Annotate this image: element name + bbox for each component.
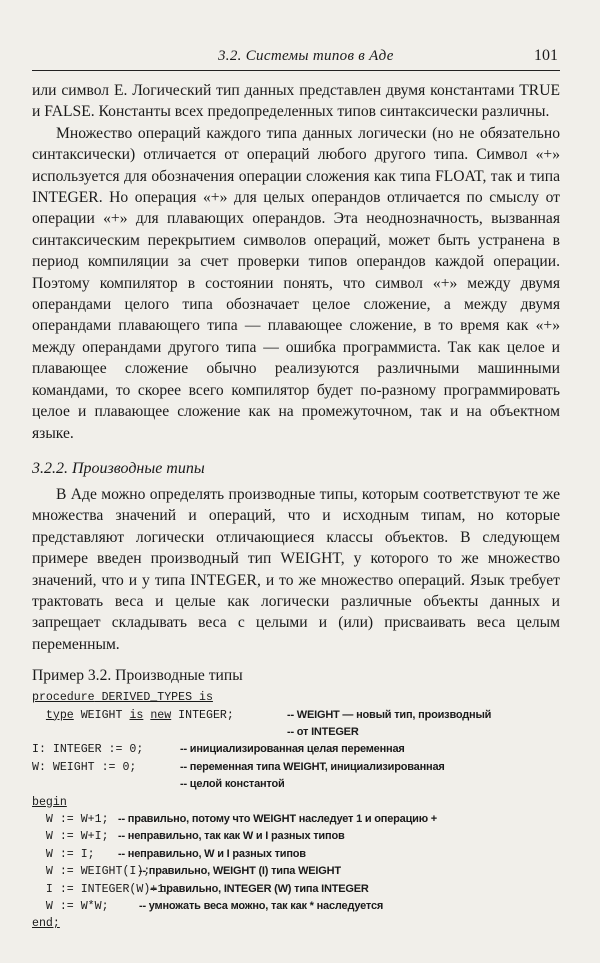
code-stmt [32, 846, 560, 863]
code-line-begin [32, 794, 560, 811]
code-line-comment-cont-2 [32, 776, 560, 793]
code-comment: -- WEIGHT — новый тип, производный [287, 708, 492, 721]
stmt-code: W := WEIGHT(I); [45, 865, 151, 879]
paragraph-operations: Множество операций каждого типа данных логически (но не обязательно синтаксически) отличается от операций любого другого типа. Символ «+» используется для обозначения операции сложения как типа FLOAT, так и типа INTEGER. Но операция «+» для целых операндов отличается по смыслу от операции «+» для плавающих операндов. Эта неоднозначность, вызванная синтаксическим перекрытием символов операций, может быть устранена в период компиляции за счет проверки типов операндов каждой операции. Поэтому компилятор в состоянии понять, что символ «+» между двумя операндами целого типа обозначает целое сложение, а между двумя операндами плавающего типа — плавающее сложение, в то время как «+» между операндами другого типа — ошибка программиста. Так как целое и плавающее сложение обычно реализуются различными машинными командами, то скорее всего компилятор будет по-разному программировать целое и плавающее сложение как на промежуточном, так и на объектном языке. [32, 124, 560, 442]
stmt-comment: -- умножать веса можно, так как * наследуется [139, 900, 384, 913]
code-line-comment-cont [32, 724, 560, 741]
stmt-comment: -- правильно, потому что WEIGHT наследует 1 и операцию + [118, 813, 437, 825]
stmt-code: W := W*W; [45, 900, 109, 914]
code-stmt [32, 898, 560, 915]
code-stmt [32, 828, 560, 845]
code-comment: -- от INTEGER [287, 725, 359, 738]
code-comment: -- целой константой [180, 778, 285, 791]
stmt-code: W := I; [45, 847, 95, 861]
code-line-end [32, 915, 560, 932]
running-head-title: 3.2. Системы типов в Аде [218, 48, 394, 64]
code-line-var-i [32, 741, 560, 758]
example-title: Пример 3.2. Производные типы [32, 667, 243, 685]
code-listing [32, 689, 560, 933]
paragraph-derived-types: В Аде можно определять производные типы, которым соответствуют те же множества значений и операций, что и исходным типам, но которые представляют логически отличающиеся классы объектов. В следующем примере введен производный тип WEIGHT, у которого то же множество значений, что и у типа INTEGER, и то же множество операций. Язык требует трактовать веса и целые как логически различные объекты данных и запрещает складывать веса с целыми и (или) присваивать веса целым переменным. [32, 485, 560, 653]
code-stmt [32, 881, 560, 898]
stmt-code: W := W+1; [45, 813, 109, 826]
code-line-type-decl [32, 707, 560, 724]
code-stmt [32, 811, 560, 828]
keyword-begin: begin [32, 795, 67, 809]
type-name: WEIGHT [73, 708, 130, 722]
keyword-is: is [199, 691, 213, 705]
stmt-comment: -- правильно, WEIGHT (I) типа WEIGHT [139, 865, 341, 878]
code-line-var-w [32, 759, 560, 776]
code-comment: -- переменная типа WEIGHT, инициализированная [180, 760, 445, 773]
keyword-is-2: is [129, 708, 144, 722]
procedure-name: DERIVED_TYPES [94, 691, 199, 705]
section-title: 3.2.2. Производные типы [32, 459, 205, 477]
keyword-procedure: procedure [32, 691, 95, 705]
running-header [32, 44, 560, 71]
code-text: I: INTEGER := 0; [32, 743, 144, 757]
keyword-type: type [45, 708, 74, 722]
code-stmt [32, 863, 560, 880]
stmt-comment: -- неправильно, так как W и I разных типов [118, 830, 345, 843]
keyword-end: end; [32, 917, 60, 931]
paragraph-continuation: или символ E. Логический тип данных представлен двумя константами TRUE и FALSE. Константы всех предопределенных типов синтаксически различны. [32, 82, 560, 121]
stmt-comment: -- неправильно, W и I разных типов [118, 847, 306, 860]
keyword-new: new [150, 708, 172, 722]
type-base: INTEGER; [171, 708, 234, 722]
page-number: 101 [534, 47, 558, 64]
code-line-procedure [32, 689, 560, 706]
page-body [32, 80, 560, 933]
code-text: W: WEIGHT := 0; [32, 760, 137, 774]
code-comment: -- инициализированная целая переменная [180, 743, 405, 756]
stmt-code: I := INTEGER(W)+1; [45, 882, 172, 896]
stmt-code: W := W+I; [45, 830, 109, 844]
stmt-comment: -- правильно, INTEGER (W) типа INTEGER [150, 882, 369, 895]
